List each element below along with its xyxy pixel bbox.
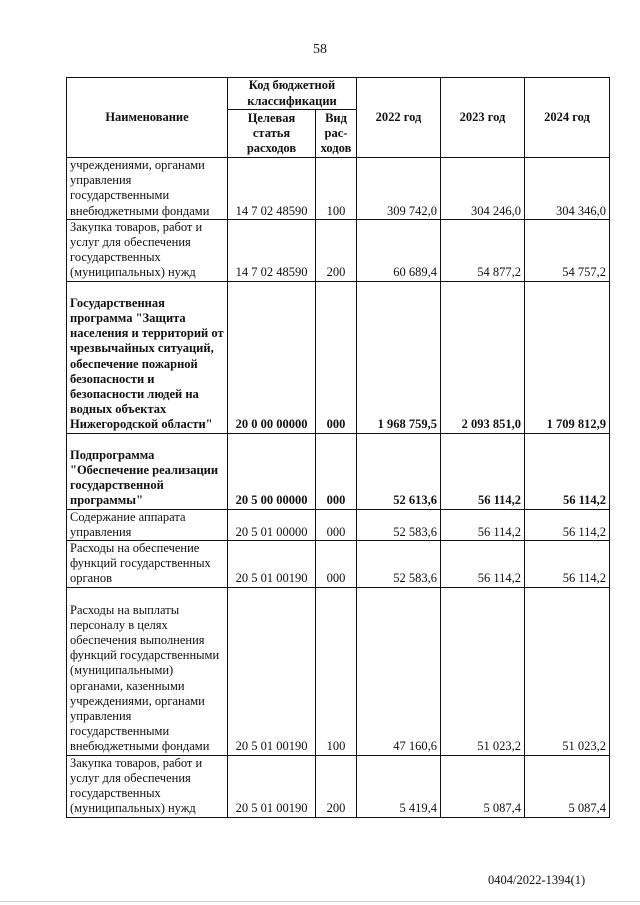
- document-id: 0404/2022-1394(1): [488, 873, 586, 887]
- row-value-2023: 2 093 851,0: [441, 281, 525, 433]
- header-year-2023: 2023 год: [441, 78, 525, 158]
- row-value-2023: 56 114,2: [441, 541, 525, 588]
- header-year-2022: 2022 год: [357, 78, 441, 158]
- row-value-2022: 52 583,6: [357, 509, 441, 540]
- row-value-2022: 60 689,4: [357, 219, 441, 281]
- row-name: Закупка товаров, работ и услуг для обеспечения государственных (муниципальных) нужд: [67, 755, 228, 817]
- header-year-2024: 2024 год: [525, 78, 610, 158]
- budget-table: [66, 77, 610, 818]
- row-value-2023: 56 114,2: [441, 509, 525, 540]
- header-expense-type: Вид рас-ходов: [316, 110, 357, 158]
- row-target-article: 20 5 00 00000: [228, 433, 316, 509]
- row-target-article: 14 7 02 48590: [228, 158, 316, 220]
- table-row: [67, 541, 610, 588]
- table-row: [67, 509, 610, 540]
- row-value-2024: 1 709 812,9: [525, 281, 610, 433]
- row-value-2022: 52 583,6: [357, 541, 441, 588]
- row-expense-type: 000: [316, 541, 357, 588]
- table-row: [67, 219, 610, 281]
- row-value-2024: 54 757,2: [525, 219, 610, 281]
- row-value-2023: 304 246,0: [441, 158, 525, 220]
- row-target-article: 20 5 01 00190: [228, 541, 316, 588]
- table-row: [67, 587, 610, 755]
- row-target-article: 20 5 01 00190: [228, 587, 316, 755]
- row-name: Содержание аппарата управления: [67, 509, 228, 540]
- row-value-2022: 1 968 759,5: [357, 281, 441, 433]
- row-target-article: 20 5 01 00190: [228, 755, 316, 817]
- row-value-2024: 56 114,2: [525, 433, 610, 509]
- table-row: [67, 281, 610, 433]
- row-value-2022: 309 742,0: [357, 158, 441, 220]
- row-value-2023: 54 877,2: [441, 219, 525, 281]
- row-value-2024: 56 114,2: [525, 541, 610, 588]
- row-value-2023: 51 023,2: [441, 587, 525, 755]
- table-row: [67, 433, 610, 509]
- page-number: 58: [313, 42, 327, 57]
- header-target-article: Целевая статья расходов: [228, 110, 316, 158]
- row-expense-type: 200: [316, 219, 357, 281]
- row-name: Государственная программа "Защита населения и территорий от чрезвычайных ситуаций, обеспечение пожарной безопасности и безопасности людей на водных объектах Нижегородской области": [67, 281, 228, 433]
- row-expense-type: 100: [316, 587, 357, 755]
- scan-edge-line: [0, 901, 640, 902]
- row-value-2023: 56 114,2: [441, 433, 525, 509]
- row-value-2024: 5 087,4: [525, 755, 610, 817]
- row-value-2022: 47 160,6: [357, 587, 441, 755]
- row-value-2023: 5 087,4: [441, 755, 525, 817]
- row-expense-type: 000: [316, 281, 357, 433]
- row-value-2022: 52 613,6: [357, 433, 441, 509]
- row-name: учреждениями, органами управления государственными внебюджетными фондами: [67, 158, 228, 220]
- row-name: Закупка товаров, работ и услуг для обеспечения государственных (муниципальных) нужд: [67, 219, 228, 281]
- header-name: Наименование: [67, 78, 228, 158]
- table-row: [67, 755, 610, 817]
- row-name: Расходы на обеспечение функций государственных органов: [67, 541, 228, 588]
- row-name: Расходы на выплаты персоналу в целях обеспечения выполнения функций государственными (муниципальными) органами, казенными учреждениями, органами управления государственными внебюджетными фондами: [67, 587, 228, 755]
- table-row: [67, 158, 610, 220]
- row-value-2024: 51 023,2: [525, 587, 610, 755]
- row-target-article: 20 0 00 00000: [228, 281, 316, 433]
- row-expense-type: 000: [316, 433, 357, 509]
- row-expense-type: 100: [316, 158, 357, 220]
- row-name: Подпрограмма "Обеспечение реализации государственной программы": [67, 433, 228, 509]
- row-target-article: 20 5 01 00000: [228, 509, 316, 540]
- row-value-2022: 5 419,4: [357, 755, 441, 817]
- row-expense-type: 000: [316, 509, 357, 540]
- row-expense-type: 200: [316, 755, 357, 817]
- header-code-group: Код бюджетной классификации: [228, 78, 357, 110]
- row-target-article: 14 7 02 48590: [228, 219, 316, 281]
- row-value-2024: 304 346,0: [525, 158, 610, 220]
- row-value-2024: 56 114,2: [525, 509, 610, 540]
